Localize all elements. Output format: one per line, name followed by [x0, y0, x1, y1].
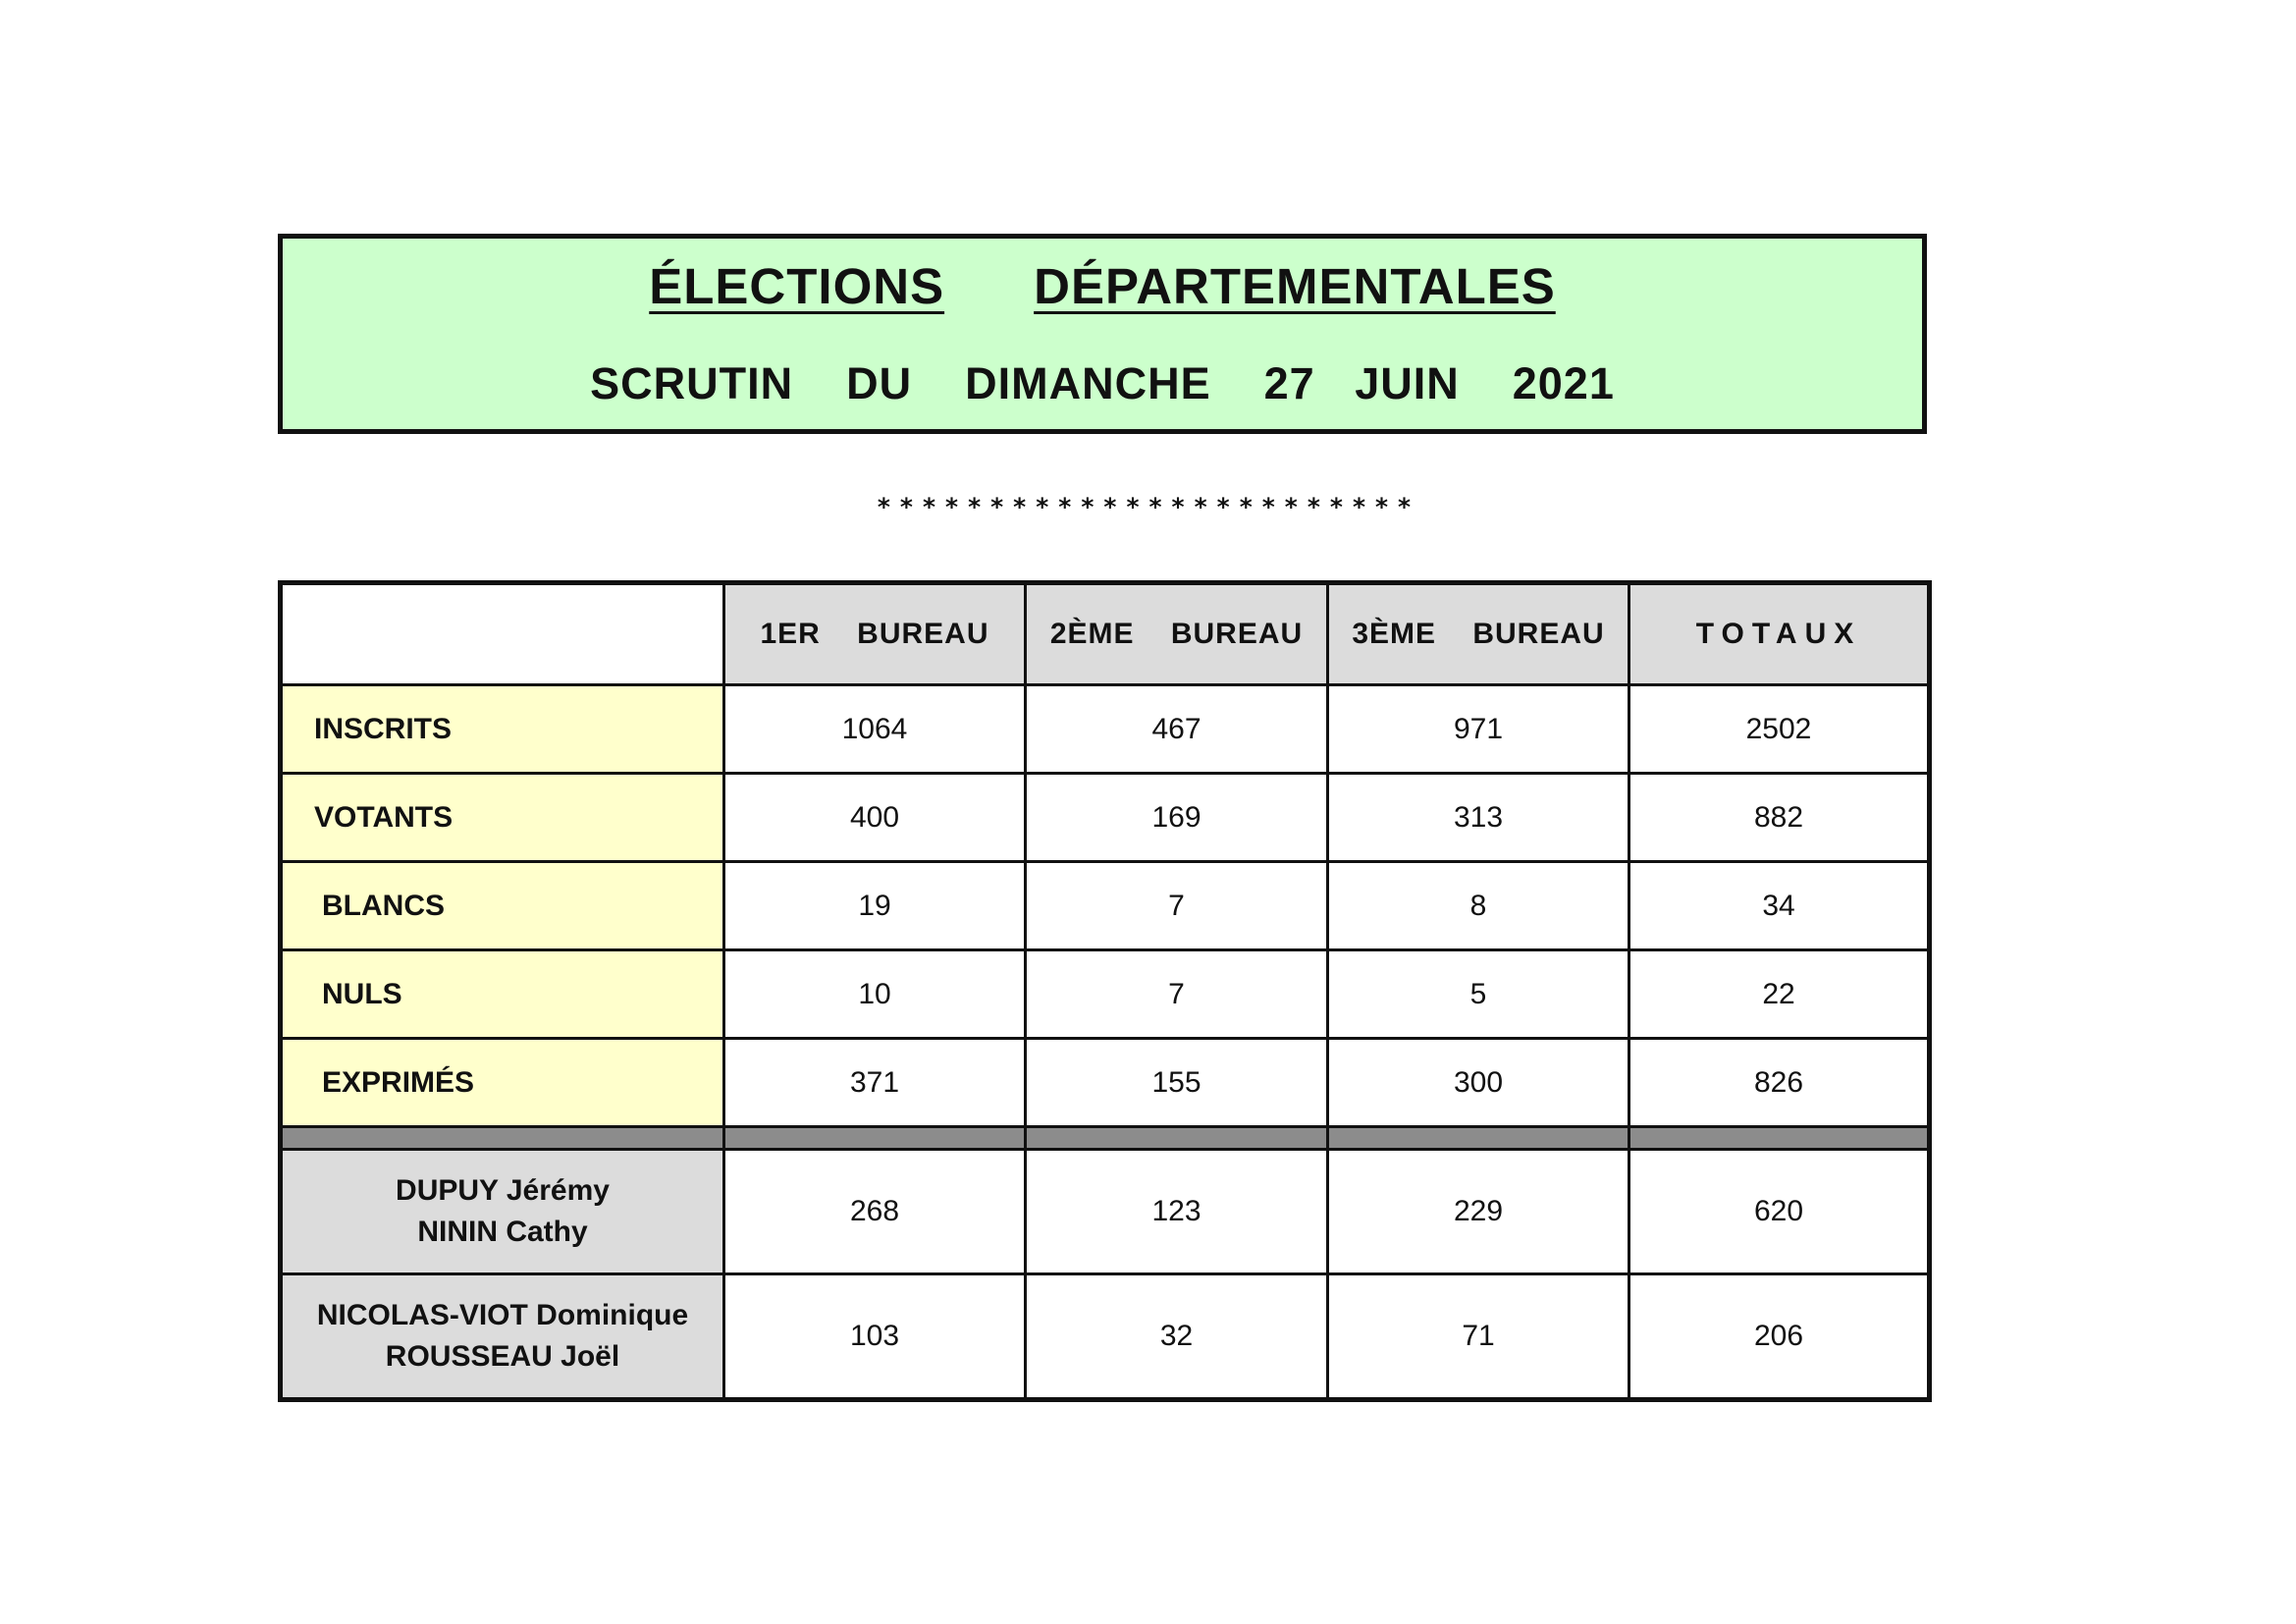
candidate-1-name-2: NININ Cathy [417, 1216, 588, 1248]
cell-nuls-bureau-3: 5 [1328, 950, 1629, 1039]
header-bureau-3: 3ÈME BUREAU [1328, 583, 1629, 685]
cell-blancs-bureau-1: 19 [724, 862, 1026, 950]
row-label-exprimes: EXPRIMÉS [281, 1039, 724, 1127]
table-row-candidate-1 [281, 1150, 1930, 1274]
cell-votants-bureau-3: 313 [1328, 774, 1629, 862]
table-row-blancs [281, 862, 1930, 950]
table-row-nuls [281, 950, 1930, 1039]
cell-inscrits-bureau-3: 971 [1328, 685, 1629, 774]
results-table [278, 580, 1932, 1402]
cell-candidate-2-bureau-2: 32 [1026, 1274, 1328, 1400]
separator-cell [281, 1127, 724, 1150]
candidate-pair-1 [281, 1150, 724, 1274]
table-row-votants [281, 774, 1930, 862]
cell-votants-bureau-1: 400 [724, 774, 1026, 862]
cell-inscrits-total: 2502 [1629, 685, 1930, 774]
cell-exprimes-bureau-3: 300 [1328, 1039, 1629, 1127]
header-row [281, 583, 1930, 685]
cell-candidate-1-bureau-1: 268 [724, 1150, 1026, 1274]
separator-cell [1629, 1127, 1930, 1150]
header-totaux: TOTAUX [1629, 583, 1930, 685]
cell-blancs-bureau-2: 7 [1026, 862, 1328, 950]
cell-exprimes-bureau-2: 155 [1026, 1039, 1328, 1127]
document-title [283, 257, 1922, 315]
candidate-2-name-2: ROUSSEAU Joël [385, 1340, 620, 1373]
separator-row [281, 1127, 1930, 1150]
star-separator: ************************ [876, 493, 1420, 521]
row-label-inscrits: INSCRITS [281, 685, 724, 774]
cell-votants-total: 882 [1629, 774, 1930, 862]
cell-votants-bureau-2: 169 [1026, 774, 1328, 862]
separator-cell [1026, 1127, 1328, 1150]
cell-candidate-1-bureau-2: 123 [1026, 1150, 1328, 1274]
cell-blancs-total: 34 [1629, 862, 1930, 950]
cell-candidate-2-total: 206 [1629, 1274, 1930, 1400]
document-subtitle: SCRUTIN DU DIMANCHE 27 JUIN 2021 [590, 358, 1615, 408]
table-row-candidate-2 [281, 1274, 1930, 1400]
row-label-votants: VOTANTS [281, 774, 724, 862]
table-row-exprimes [281, 1039, 1930, 1127]
header-bureau-2: 2ÈME BUREAU [1026, 583, 1328, 685]
row-label-blancs: BLANCS [281, 862, 724, 950]
cell-exprimes-total: 826 [1629, 1039, 1930, 1127]
separator-cell [724, 1127, 1026, 1150]
cell-blancs-bureau-3: 8 [1328, 862, 1629, 950]
table-row-inscrits [281, 685, 1930, 774]
title-word-elections: ÉLECTIONS [649, 258, 945, 314]
cell-candidate-2-bureau-3: 71 [1328, 1274, 1629, 1400]
separator-cell [1328, 1127, 1629, 1150]
cell-candidate-1-bureau-3: 229 [1328, 1150, 1629, 1274]
header-bureau-1: 1ER BUREAU [724, 583, 1026, 685]
cell-exprimes-bureau-1: 371 [724, 1039, 1026, 1127]
candidate-1-name-1: DUPUY Jérémy [396, 1174, 610, 1207]
cell-candidate-2-bureau-1: 103 [724, 1274, 1026, 1400]
cell-nuls-bureau-1: 10 [724, 950, 1026, 1039]
candidate-pair-2 [281, 1274, 724, 1400]
cell-inscrits-bureau-1: 1064 [724, 685, 1026, 774]
header-corner-cell [281, 583, 724, 685]
candidate-2-name-1: NICOLAS-VIOT Dominique [316, 1299, 689, 1331]
row-label-nuls: NULS [281, 950, 724, 1039]
cell-inscrits-bureau-2: 467 [1026, 685, 1328, 774]
cell-candidate-1-total: 620 [1629, 1150, 1930, 1274]
cell-nuls-bureau-2: 7 [1026, 950, 1328, 1039]
cell-nuls-total: 22 [1629, 950, 1930, 1039]
title-box [278, 234, 1927, 434]
title-word-departementales: DÉPARTEMENTALES [1034, 258, 1556, 314]
